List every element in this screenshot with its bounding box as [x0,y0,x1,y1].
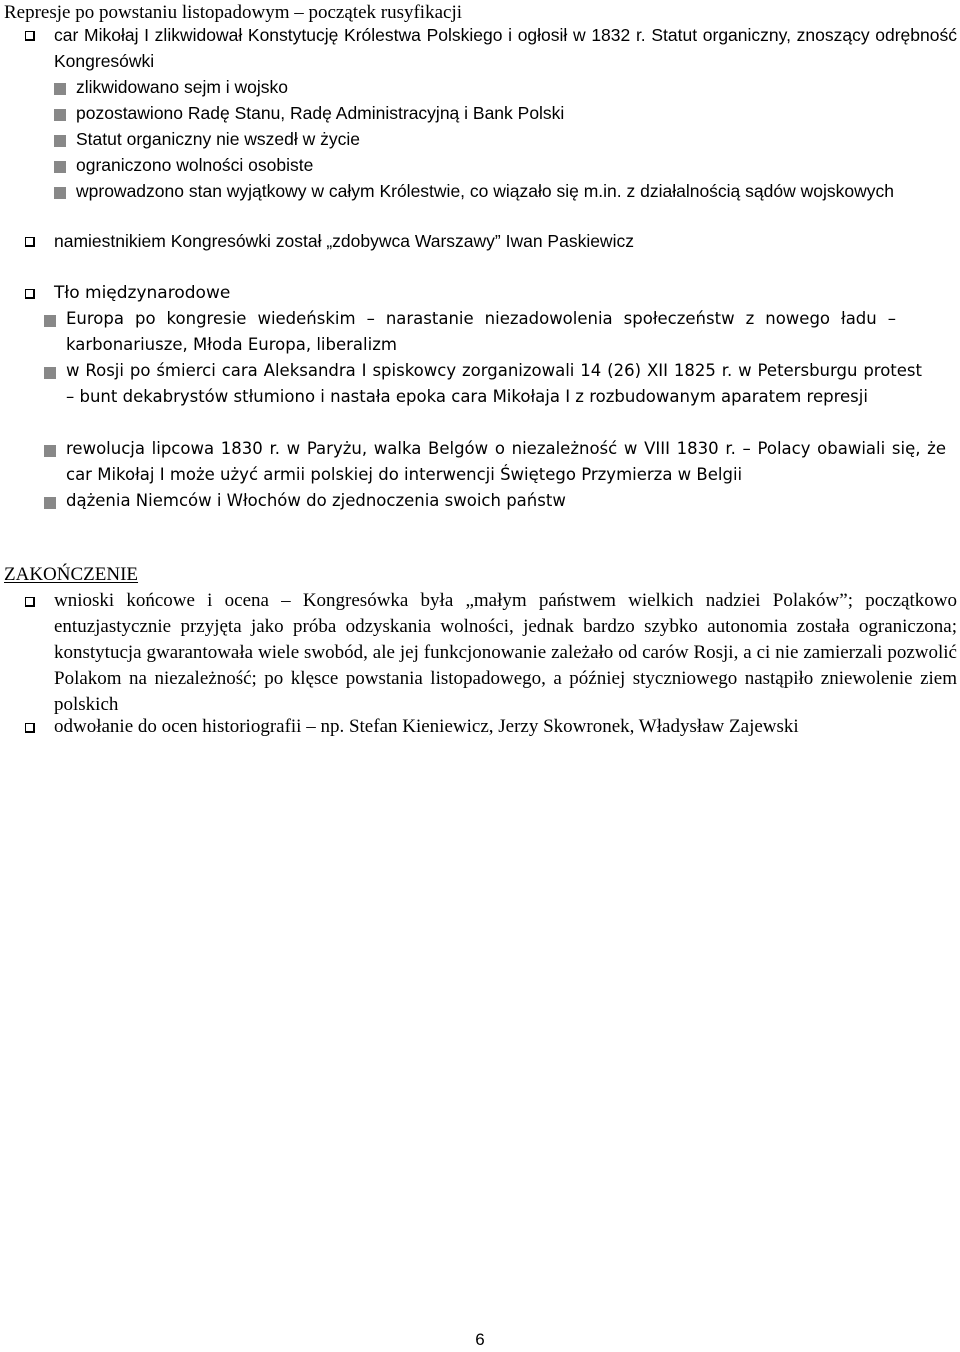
square-bullet-icon [44,445,56,457]
list-item-text: namiestnikiem Kongresówki został „zdobywca Warszawy” Iwan Paskiewicz [54,231,634,251]
square-bullet-icon [44,497,56,509]
sub-list-item-text: wprowadzono stan wyjątkowy w całym Królestwie, co wiązało się m.in. z działalnością sądów wojskowych [76,181,894,201]
list-item-text: wnioski końcowe i ocena – Kongresówka była „małym państwem wielkich nadziei Polaków”; początkowo entuzjastycznie przyjęta jako próba odzyskania wolności, jednak bardzo szybko autonomia została ograniczona; konstytucja gwarantowała wiele swobód, ale jej funkcjonowanie zależało od carów Rosji, a ci nie zamierzali pozwolić Polakom na niezależność; po klęsce powstania listopadowego, a później styczniowego nastąpiło zniewolenie ziem polskich [54,590,957,715]
list-item [54,280,957,306]
square-bullet-icon [54,135,66,147]
sub-list-item-text: zlikwidowano sejm i wojsko [76,77,289,97]
square-bullet-icon [54,161,66,173]
sub-list-item [76,178,956,204]
square-bullet-icon [54,83,66,95]
sub-list-item [66,306,896,358]
box-bullet-icon [25,289,35,299]
page-number: 6 [475,1330,485,1349]
square-bullet-icon [44,367,56,379]
list-item-text: Tło międzynarodowe [54,283,231,303]
box-bullet-icon [25,237,35,247]
square-bullet-icon [54,187,66,199]
square-bullet-icon [44,315,56,327]
section-heading-zakonczenie: ZAKOŃCZENIE [4,564,139,585]
sub-list-item [76,126,956,152]
sub-list-item [76,74,956,100]
sub-list-item-text: pozostawiono Radę Stanu, Radę Administracyjną i Bank Polski [76,103,565,123]
sub-list-item-text: rewolucja lipcowa 1830 r. w Paryżu, walka Belgów o niezależność w VIII 1830 r. – Polacy obawiali się, że car Mikołaj I może użyć armii polskiej do interwencji Świętego Przymierza w Belgii [66,439,946,484]
sub-list-item [66,436,946,488]
sub-list-item [66,488,946,514]
sub-list-item-text: Europa po kongresie wiedeńskim – narastanie niezadowolenia społeczeństw z nowego ładu – karbonariusze, Młoda Europa, liberalizm [66,309,896,354]
box-bullet-icon [25,597,35,607]
sub-list-item-text: w Rosji po śmierci cara Aleksandra I spiskowcy zorganizowali 14 (26) XII 1825 r. w Petersburgu protest – bunt dekabrystów stłumiono i nastała epoka cara Mikołaja I z rozbudowanym aparatem represji [66,361,922,406]
sub-list-item-text: dążenia Niemców i Włochów do zjednoczenia swoich państw [66,491,566,510]
sub-list-item [76,100,956,126]
list-item [54,22,957,74]
sub-list-item-text: Statut organiczny nie wszedł w życie [76,129,361,149]
box-bullet-icon [25,31,35,41]
list-item [54,588,957,718]
list-item [54,714,957,740]
sub-list-item-text: ograniczono wolności osobiste [76,155,314,175]
list-item [54,228,957,254]
sub-list-item [76,152,956,178]
list-item-text: car Mikołaj I zlikwidował Konstytucję Królestwa Polskiego i ogłosił w 1832 r. Statut organiczny, znoszący odrębność Kongresówki [54,25,957,71]
sub-list-item [66,358,922,410]
square-bullet-icon [54,109,66,121]
section-heading-represje: Represje po powstaniu listopadowym – początek rusyfikacji [4,2,463,23]
list-item-text: odwołanie do ocen historiografii – np. Stefan Kieniewicz, Jerzy Skowronek, Władysław Zajewski [54,716,799,737]
box-bullet-icon [25,723,35,733]
